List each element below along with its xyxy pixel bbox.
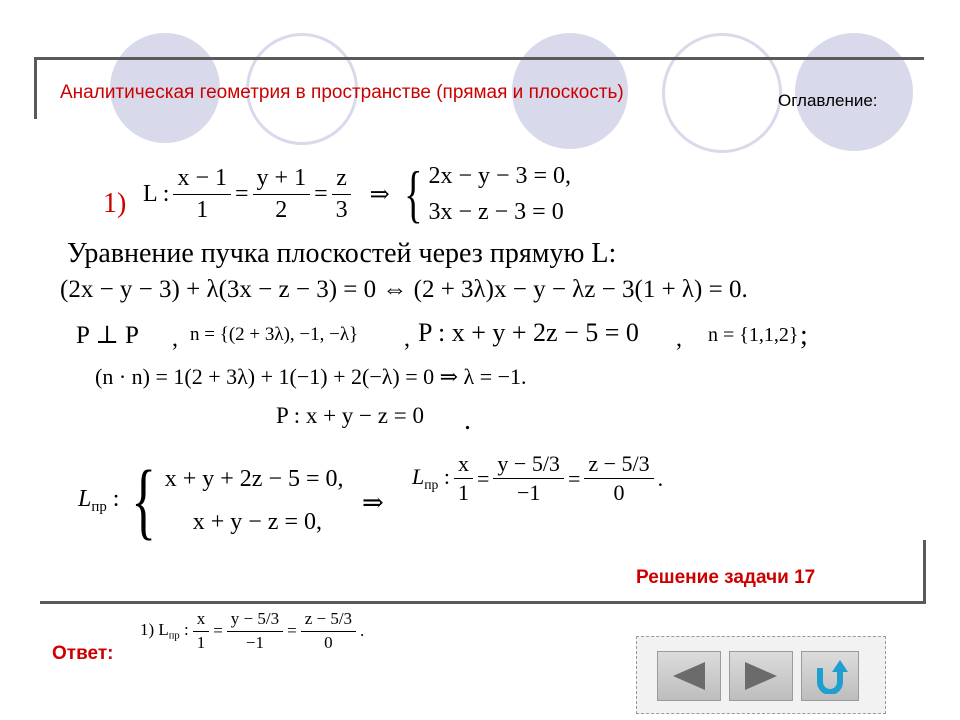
pencil-equation: (2x − y − 3) + λ(3x − z − 3) = 0 ⇔ (2 + 3λ)x − y − λz − 3(1 + λ) = 0. <box>60 276 748 303</box>
return-arrow-icon <box>810 658 850 694</box>
system-of-planes: 2x − y − 3 = 0, 3x − z − 3 = 0 <box>428 163 572 225</box>
lpr-system: $L_{пр}$ : { x + y + 2z − 5 = 0, x + y − z = 0, <box>78 452 344 549</box>
line-canonical-equation: L : $\frac{x - 1}{1}$ = $\frac{y + 1}{2}$ = $\frac{z}{3}$ ⇒ { 2x − y − 3 = 0, 3x − z − 3 = 0 <box>143 158 572 230</box>
next-arrow-icon <box>741 660 781 692</box>
normal-n: n = {1,1,2} <box>708 324 799 346</box>
semicolon: ; <box>800 320 808 351</box>
bottom-rule <box>40 601 926 604</box>
pencil-heading: Уравнение пучка плоскостей через прямую L: <box>67 238 617 269</box>
left-rule <box>34 57 37 119</box>
comma-1: , <box>172 326 178 352</box>
right-rule <box>923 540 926 604</box>
perpendicular-condition: P ⊥ P <box>76 322 139 349</box>
navigation-panel <box>636 636 886 714</box>
page-title: Аналитическая геометрия в пространстве (прямая и плоскость) <box>60 82 624 103</box>
comma-3: , <box>676 326 682 352</box>
plane-p: P : x + y + 2z − 5 = 0 <box>418 318 639 347</box>
period: . <box>464 405 471 436</box>
comma-2: , <box>404 326 410 352</box>
decor-circle-4 <box>662 33 782 153</box>
next-button[interactable] <box>729 651 793 701</box>
answer-label: Ответ: <box>52 643 114 664</box>
fraction-z: $\frac{z}{3}$ <box>332 165 352 223</box>
normal-n1: n = {(2 + 3λ), −1, −λ} <box>190 324 359 345</box>
toc-link[interactable]: Оглавление: <box>778 91 878 110</box>
fraction-y: $\frac{y + 1}{2}$ <box>253 165 311 223</box>
top-rule <box>34 57 924 60</box>
lpr-canonical: $L_{пр}$ : $\frac{x}{1}$ = $\frac{y - 5/3}{-1}$ = $\frac{z - 5/3}{0}$ . <box>412 451 664 506</box>
prev-arrow-icon <box>669 660 709 692</box>
implies-arrow: ⇒ <box>362 488 384 517</box>
lpr-label: $L_{пр}$ : <box>78 486 120 516</box>
item-number: 1) <box>103 188 127 219</box>
fraction-x: $\frac{x - 1}{1}$ <box>173 165 231 223</box>
solution-link[interactable]: Решение задачи 17 <box>636 567 816 588</box>
dot-product-equation: (n · n) = 1(2 + 3λ) + 1(−1) + 2(−λ) = 0 ⇒ λ = −1. <box>95 364 527 389</box>
plane-p1: P : x + y − z = 0 <box>276 403 424 428</box>
answer-formula: 1) $L_{пр}$ : $\frac{x}{1}$ = $\frac{y - 5/3}{-1}$ = $\frac{z - 5/3}{0}$ . <box>140 609 365 652</box>
line-label: L : <box>143 180 170 207</box>
prev-button[interactable] <box>657 651 721 701</box>
return-button[interactable] <box>801 651 859 701</box>
